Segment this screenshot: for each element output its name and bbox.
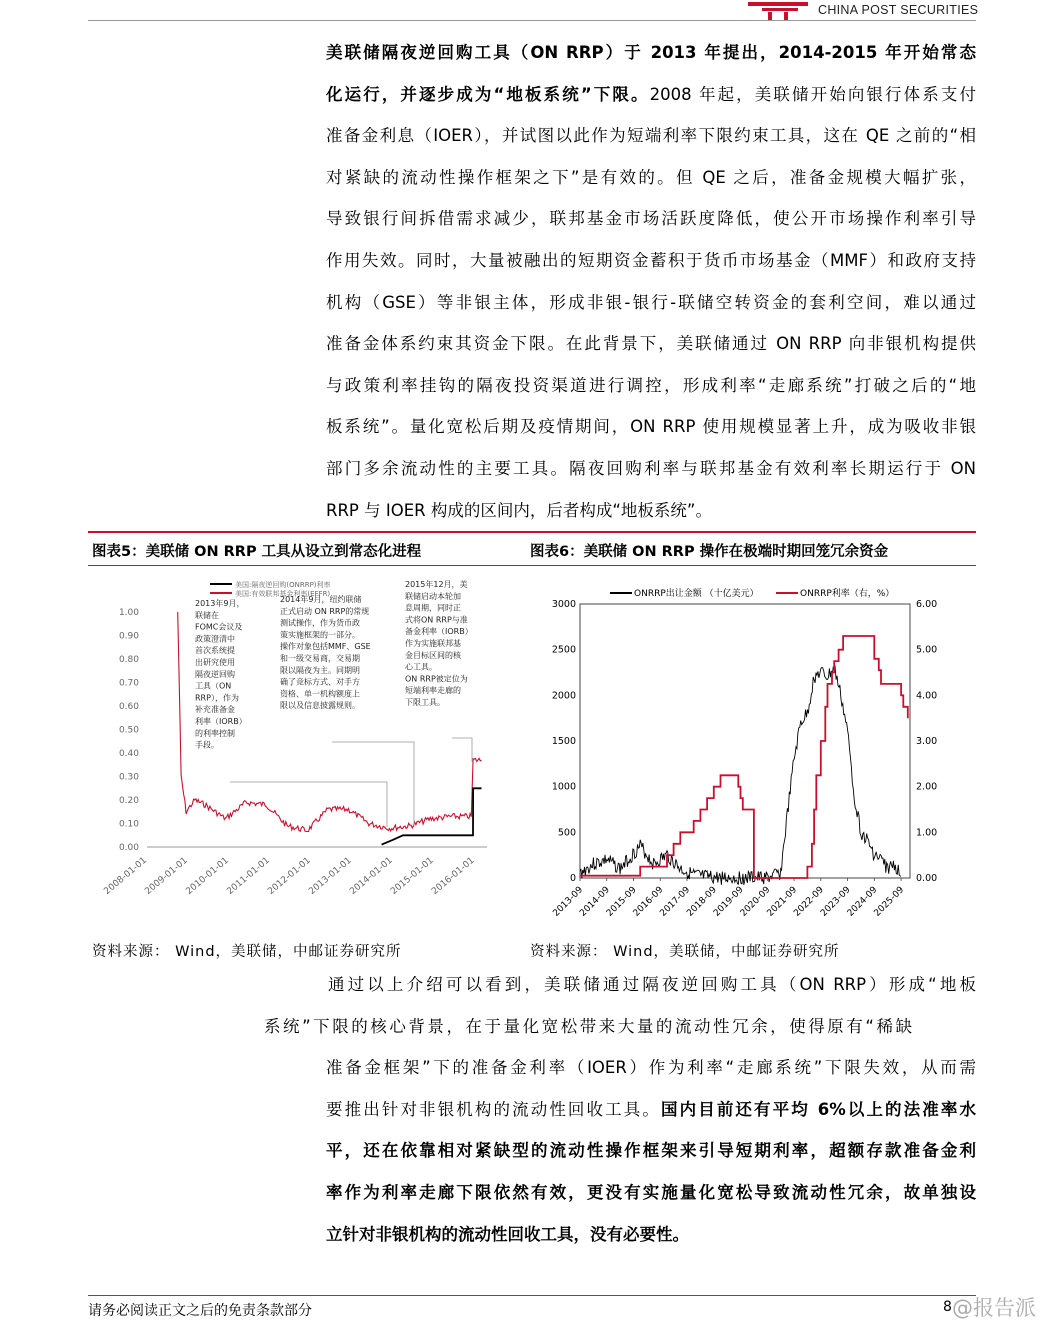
series-line-onrrp-volume bbox=[580, 667, 901, 885]
figure6-title: 图表6：美联储 ON RRP 操作在极端时期回笼冗余资金 bbox=[530, 544, 889, 560]
y-left-tick-label: 1000 bbox=[551, 781, 576, 793]
annotation-line: 2014年9月，纽约联储 bbox=[280, 595, 362, 604]
annotation-line: 手段。 bbox=[195, 740, 219, 750]
y-tick-label: 0.10 bbox=[118, 819, 139, 830]
x-tick-label: 2015-01-01 bbox=[389, 855, 436, 897]
figure6-chart bbox=[530, 572, 976, 932]
para1-line bbox=[326, 198, 976, 240]
y-tick-label: 0.90 bbox=[118, 631, 139, 642]
text: 要推出针对非银机构的流动性回收工具。 bbox=[326, 1099, 661, 1119]
legend-label: ONRRP出让金额 （十亿美元） bbox=[634, 589, 759, 599]
annotation-line: FOMC会议及 bbox=[195, 622, 243, 632]
y-tick-label: 1.00 bbox=[118, 608, 139, 618]
china-post-logo bbox=[748, 0, 808, 20]
para1-line bbox=[326, 74, 976, 116]
text: 准备金利息（IOER），并试图以此作为短端利率下限约束工具，这在 QE 之前的“相 bbox=[326, 126, 976, 146]
y-tick-label: 0.30 bbox=[118, 772, 139, 783]
y-right-tick-label: 6.00 bbox=[916, 599, 938, 610]
bold-text: 立针对非银机构的流动性回收工具，没有必要性。 bbox=[326, 1224, 689, 1244]
annotation-line: 利率（IORB） bbox=[195, 717, 247, 726]
x-tick-label: 2024-09 bbox=[845, 885, 880, 919]
para1-line bbox=[326, 406, 976, 448]
y-left-tick-label: 0 bbox=[569, 873, 576, 884]
para2-line bbox=[264, 1130, 976, 1172]
y-tick-label: 0.50 bbox=[118, 725, 139, 736]
y-right-tick-label: 5.00 bbox=[916, 644, 938, 656]
x-tick-label: 2016-09 bbox=[631, 885, 666, 919]
annotation-line: 金目标区间的核 bbox=[405, 650, 461, 660]
para1-line bbox=[326, 365, 976, 407]
y-tick-label: 0.20 bbox=[118, 796, 139, 806]
annotation-line: 备金利率（IORB） bbox=[405, 627, 473, 637]
y-left-tick-label: 3000 bbox=[551, 599, 576, 610]
para1-line bbox=[326, 448, 976, 490]
para1-line bbox=[326, 240, 976, 282]
annotation-note bbox=[280, 594, 371, 710]
series-line-onrrp-rate bbox=[580, 636, 908, 878]
disclaimer-text: 请务必阅读正文之后的免责条款部分 bbox=[88, 1303, 312, 1319]
bold-text: 国内目前还有平均 6%以上的法准率水 bbox=[660, 1099, 976, 1119]
annotation-line: 操作对象包括MMF、GSE bbox=[280, 642, 371, 652]
annotation-line: 2015年12月，美 bbox=[405, 580, 468, 589]
annotation-leader bbox=[452, 738, 472, 762]
annotation-line: 息周期，同时正 bbox=[405, 603, 461, 613]
text: 部门多余流动性的主要工具。隔夜回购利率与联邦基金有效利率长期运行于 ON bbox=[326, 458, 976, 478]
y-tick-label: 0.00 bbox=[118, 843, 139, 853]
annotation-line: 联储启动本轮加 bbox=[405, 591, 461, 601]
x-tick-label: 2021-09 bbox=[765, 885, 800, 919]
para2-line: 系统”下限的核心背景，在于量化宽松带来大量的流动性冗余，使得原有“稀缺 bbox=[264, 1016, 912, 1036]
annotation-line: 短端利率走廊的 bbox=[405, 686, 461, 696]
text: 与政策利率挂钩的隔夜投资渠道进行调控，形成利率“走廊系统”打破之后的“地 bbox=[326, 375, 976, 395]
y-right-tick-label: 4.00 bbox=[916, 690, 938, 702]
annotation-line: 联储在 bbox=[195, 610, 219, 620]
annotation-line: 测试操作，作为货币政 bbox=[280, 618, 360, 628]
para1-line bbox=[326, 282, 976, 324]
x-tick-label: 2014-01-01 bbox=[348, 855, 395, 897]
text: 2008 年起，美联储开始向银行体系支付 bbox=[649, 84, 976, 104]
legend-label: 美国:隔夜逆回购(ONRRP)利率 bbox=[235, 581, 331, 589]
x-tick-label: 2008-01-01 bbox=[102, 855, 149, 897]
x-tick-label: 2020-09 bbox=[738, 885, 773, 919]
figure5-title: 图表5：美联储 ON RRP 工具从设立到常态化进程 bbox=[92, 544, 422, 560]
para2-line: 准备金框架”下的准备金利率（IOER）作为利率“走廊系统”下限失效，从而需 bbox=[326, 1058, 976, 1078]
page-header bbox=[0, 0, 1061, 22]
y-tick-label: 0.70 bbox=[118, 678, 139, 689]
figure6-source: 资料来源： Wind，美联储，中邮证券研究所 bbox=[530, 944, 840, 960]
annotation-line: 确了竞标方式、对手方 bbox=[280, 677, 360, 687]
y-left-tick-label: 1500 bbox=[551, 736, 576, 747]
annotation-line: 式将ON RRP与准 bbox=[405, 615, 468, 625]
x-tick-label: 2023-09 bbox=[819, 885, 853, 919]
y-tick-label: 0.60 bbox=[118, 702, 139, 712]
para1-line bbox=[326, 490, 976, 532]
annotation-line: 心工具。 bbox=[405, 662, 437, 672]
para2-line bbox=[264, 1089, 976, 1131]
paragraph-conclusion bbox=[264, 964, 976, 1255]
y-tick-label: 0.40 bbox=[118, 749, 139, 759]
figure5-chart bbox=[92, 572, 512, 932]
bold-text: 化运行，并逐步成为“地板系统”下限。 bbox=[326, 84, 650, 104]
x-tick-label: 2016-01-01 bbox=[430, 855, 477, 897]
bold-text: 平，还在依靠相对紧缺型的流动性操作框架来引导短期利率，超额存款准备金利 bbox=[326, 1141, 976, 1161]
x-tick-label: 2017-09 bbox=[658, 885, 693, 919]
annotation-line: 限以隔夜为主。同期明 bbox=[280, 665, 360, 675]
y-left-tick-label: 2500 bbox=[551, 644, 576, 656]
text: 作用失效。同时，大量被融出的短期资金蓄积于货币市场基金（MMF）和政府支持 bbox=[326, 250, 976, 270]
figure5-source: 资料来源： Wind，美联储，中邮证券研究所 bbox=[92, 944, 402, 960]
annotation-line: 正式启动 ON RRP的常规 bbox=[280, 606, 370, 616]
y-right-tick-label: 1.00 bbox=[916, 827, 938, 839]
header-rule bbox=[88, 20, 976, 21]
footer-rule bbox=[88, 1295, 976, 1296]
annotation-line: 2013年9月， bbox=[195, 599, 245, 608]
x-tick-label: 2013-09 bbox=[551, 885, 586, 919]
text: 对紧缺的流动性操作框架之下”是有效的。但 QE 之后，准备金规模大幅扩张， bbox=[326, 167, 976, 187]
annotation-line: 补充准备金 bbox=[195, 705, 235, 715]
y-left-tick-label: 500 bbox=[557, 827, 576, 839]
annotation-line: 下限工具。 bbox=[405, 698, 445, 707]
annotation-leader bbox=[332, 742, 414, 827]
figure-top-rule bbox=[88, 531, 976, 533]
annotation-line: 的利率控制 bbox=[195, 728, 235, 738]
page-number: 8 bbox=[943, 1299, 952, 1315]
bold-text: 率作为利率走廊下限依然有效，更没有实施量化宽松导致流动性冗余，故单独设 bbox=[326, 1182, 976, 1202]
para1-line bbox=[326, 323, 976, 365]
annotation-line: 政策澄清中 bbox=[195, 634, 235, 644]
annotation-line: 限以及信息披露规则。 bbox=[280, 701, 360, 711]
para2-line: 通过以上介绍可以看到，美联储通过隔夜逆回购工具（ON RRP）形成“地板 bbox=[328, 975, 976, 994]
x-tick-label: 2011-01-01 bbox=[225, 855, 272, 897]
text: RRP 与 IOER 构成的区间内，后者构成“地板系统”。 bbox=[326, 500, 712, 520]
legend-label: 美国:有效联邦基金利率(EFFR) bbox=[235, 590, 331, 598]
y-right-tick-label: 0.00 bbox=[916, 873, 938, 884]
paragraph-onrrp-intro bbox=[326, 32, 976, 531]
text: 导致银行间拆借需求减少，联邦基金市场活跃度降低，使公开市场操作利率引导 bbox=[326, 209, 976, 229]
annotation-note bbox=[195, 598, 247, 750]
para1-line bbox=[326, 32, 976, 74]
y-right-tick-label: 2.00 bbox=[916, 781, 938, 793]
annotation-line: 策实施框架的一部分。 bbox=[280, 630, 360, 640]
x-tick-label: 2009-01-01 bbox=[143, 855, 190, 897]
y-right-tick-label: 3.00 bbox=[916, 736, 938, 747]
para1-line bbox=[326, 157, 976, 199]
text: 机构（GSE）等非银主体，形成非银-银行-联储空转资金的套利空间，难以通过 bbox=[326, 292, 976, 312]
brand-name: CHINA POST SECURITIES bbox=[818, 3, 979, 17]
x-tick-label: 2014-09 bbox=[578, 885, 612, 919]
x-tick-label: 2015-09 bbox=[604, 885, 639, 919]
legend-label: ONRRP利率（右，%） bbox=[800, 589, 895, 599]
x-tick-label: 2012-01-01 bbox=[266, 855, 313, 897]
para2-line bbox=[264, 1214, 976, 1256]
text: 准备金体系约束其资金下限。在此背景下，美联储通过 ON RRP 向非银机构提供 bbox=[326, 334, 976, 354]
x-tick-label: 2010-01-01 bbox=[184, 855, 231, 897]
text: 板系统”。量化宽松后期及疫情期间，ON RRP 使用规模显著上升，成为吸收非银 bbox=[326, 417, 976, 437]
watermark: @报告派 bbox=[952, 1296, 1036, 1320]
annotation-line: 资格、单一机构额度上 bbox=[280, 689, 360, 699]
annotation-note bbox=[405, 579, 473, 707]
annotation-line: 作为实施联邦基 bbox=[405, 639, 461, 648]
figure-bottom-rule bbox=[88, 565, 976, 566]
x-tick-label: 2019-09 bbox=[712, 885, 746, 919]
annotation-line: RRP），作为 bbox=[195, 693, 239, 703]
y-left-tick-label: 2000 bbox=[551, 690, 576, 702]
annotation-line: 隔夜逆回购 bbox=[195, 669, 235, 679]
annotation-line: 工具（ON bbox=[195, 681, 232, 691]
x-tick-label: 2018-09 bbox=[685, 885, 719, 919]
annotation-line: 出研究使用 bbox=[195, 658, 235, 667]
para1-line bbox=[326, 115, 976, 157]
bold-text: 美联储隔夜逆回购工具（ON RRP）于 2013 年提出，2014-2015 年开始常态 bbox=[326, 43, 976, 62]
x-tick-label: 2013-01-01 bbox=[307, 855, 354, 897]
annotation-line: 首次系统提 bbox=[195, 646, 235, 656]
x-tick-label: 2025-09 bbox=[872, 885, 907, 919]
x-tick-label: 2022-09 bbox=[792, 885, 826, 919]
para2-line bbox=[264, 1172, 976, 1214]
y-tick-label: 0.80 bbox=[118, 655, 139, 665]
annotation-line: 和一级交易商，交易期 bbox=[280, 654, 360, 663]
plot-frame bbox=[580, 604, 910, 878]
series-line-onrrp bbox=[382, 788, 482, 844]
annotation-line: ON RRP被定位为 bbox=[405, 674, 468, 684]
